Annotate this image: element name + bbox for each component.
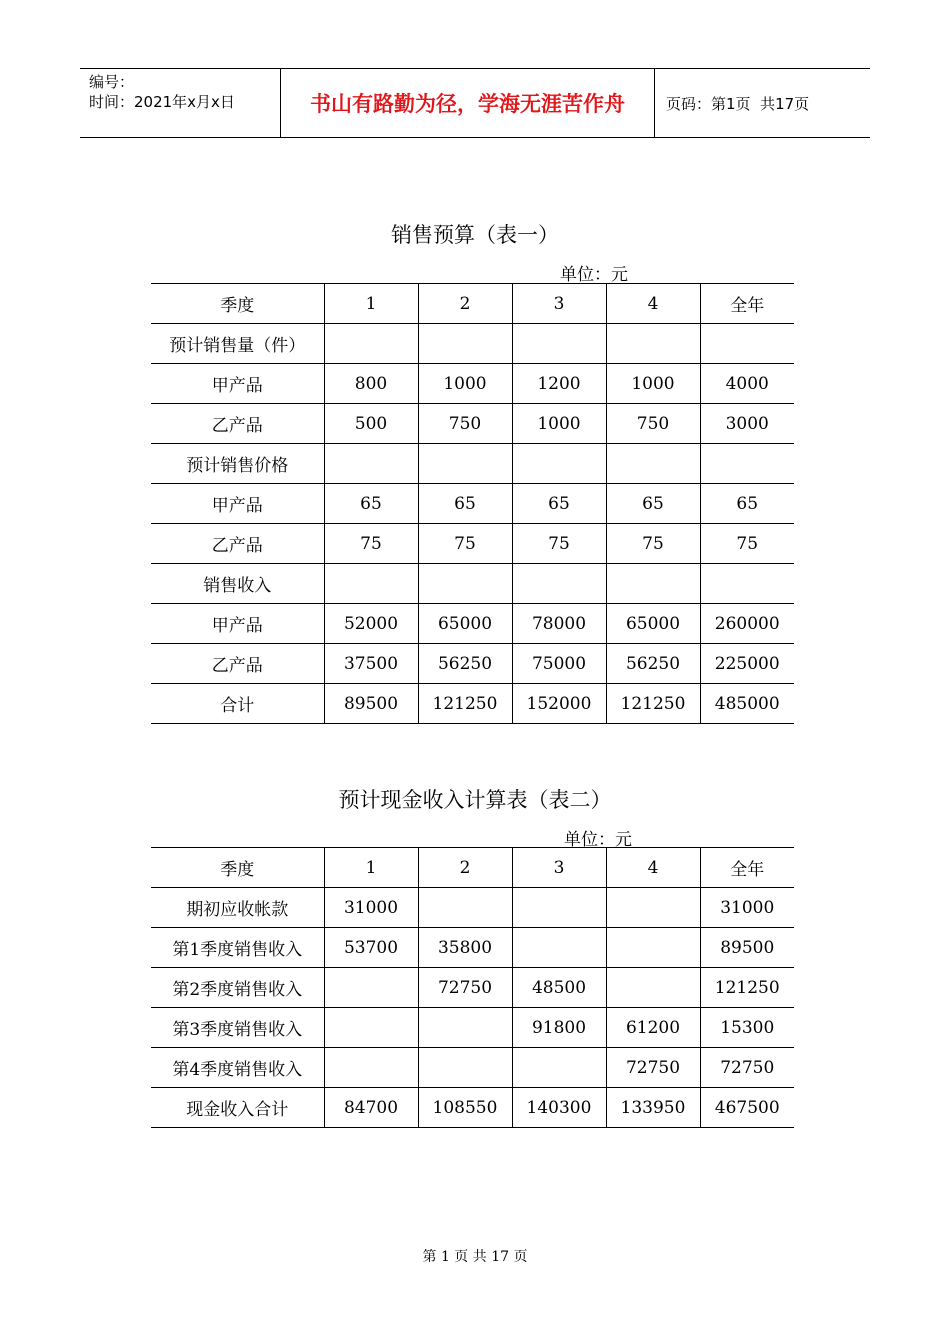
table-row (151, 1008, 794, 1048)
value-cell (700, 564, 794, 604)
value-cell: 37500 (324, 644, 418, 684)
table-row (151, 324, 794, 364)
header-cell: 全年 (700, 848, 794, 888)
value-cell (324, 564, 418, 604)
row-label-cell: 甲产品 (151, 364, 324, 404)
value-cell: 65 (700, 484, 794, 524)
value-cell: 121250 (700, 968, 794, 1008)
value-cell: 84700 (324, 1088, 418, 1128)
value-cell: 485000 (700, 684, 794, 724)
value-cell (324, 968, 418, 1008)
value-cell: 91800 (512, 1008, 606, 1048)
value-cell: 52000 (324, 604, 418, 644)
value-cell: 31000 (324, 888, 418, 928)
value-cell: 500 (324, 404, 418, 444)
value-cell: 75 (324, 524, 418, 564)
row-label-cell: 第2季度销售收入 (151, 968, 324, 1008)
value-cell: 260000 (700, 604, 794, 644)
value-cell (418, 564, 512, 604)
row-label-cell: 预计销售价格 (151, 444, 324, 484)
value-cell: 65 (606, 484, 700, 524)
value-cell: 1000 (606, 364, 700, 404)
value-cell (700, 444, 794, 484)
page-header (80, 68, 870, 138)
value-cell: 65 (324, 484, 418, 524)
value-cell: 225000 (700, 644, 794, 684)
header-meta (80, 69, 281, 137)
value-cell: 1000 (512, 404, 606, 444)
value-cell (418, 324, 512, 364)
time-label: 时间：2021年x月x日 (89, 93, 235, 111)
header-cell: 季度 (151, 284, 324, 324)
table1-unit: 单位：元 (560, 265, 628, 285)
header-cell: 全年 (700, 284, 794, 324)
value-cell: 75 (512, 524, 606, 564)
value-cell: 65000 (418, 604, 512, 644)
value-cell: 3000 (700, 404, 794, 444)
value-cell (324, 1048, 418, 1088)
number-label: 编号： (89, 73, 135, 91)
table-header-row (151, 284, 794, 324)
table-row (151, 888, 794, 928)
value-cell: 35800 (418, 928, 512, 968)
table-row (151, 928, 794, 968)
table-row (151, 364, 794, 404)
page-footer: 第 1 页 共 17 页 (422, 1249, 528, 1265)
header-motto: 书山有路勤为径，学海无涯苦作舟 (281, 69, 655, 137)
table-row (151, 684, 794, 724)
value-cell (606, 324, 700, 364)
table-row (151, 404, 794, 444)
value-cell: 56250 (606, 644, 700, 684)
cash-receipts-body (151, 848, 794, 1128)
value-cell: 31000 (700, 888, 794, 928)
value-cell (324, 444, 418, 484)
value-cell (418, 444, 512, 484)
table-row (151, 1088, 794, 1128)
sales-budget-table (151, 283, 794, 724)
row-label-cell: 甲产品 (151, 604, 324, 644)
value-cell (606, 928, 700, 968)
value-cell: 65000 (606, 604, 700, 644)
value-cell: 4000 (700, 364, 794, 404)
value-cell: 78000 (512, 604, 606, 644)
value-cell (512, 564, 606, 604)
header-cell: 2 (418, 848, 512, 888)
value-cell: 1000 (418, 364, 512, 404)
value-cell: 152000 (512, 684, 606, 724)
value-cell: 61200 (606, 1008, 700, 1048)
row-label-cell: 期初应收帐款 (151, 888, 324, 928)
value-cell (606, 564, 700, 604)
value-cell: 75 (418, 524, 512, 564)
value-cell: 108550 (418, 1088, 512, 1128)
header-cell: 1 (324, 284, 418, 324)
value-cell (606, 968, 700, 1008)
header-page-info (655, 69, 870, 137)
value-cell: 1200 (512, 364, 606, 404)
sales-budget-body (151, 284, 794, 724)
header-cell: 4 (606, 848, 700, 888)
value-cell: 89500 (700, 928, 794, 968)
value-cell: 72750 (418, 968, 512, 1008)
row-label-cell: 预计销售量（件） (151, 324, 324, 364)
table-row (151, 1048, 794, 1088)
table2-title: 预计现金收入计算表（表二） (338, 788, 612, 812)
row-label-cell: 第1季度销售收入 (151, 928, 324, 968)
table-row (151, 564, 794, 604)
value-cell: 65 (418, 484, 512, 524)
row-label-cell: 销售收入 (151, 564, 324, 604)
header-cell: 3 (512, 848, 606, 888)
row-label-cell: 现金收入合计 (151, 1088, 324, 1128)
value-cell: 750 (606, 404, 700, 444)
table-header-row (151, 848, 794, 888)
value-cell (324, 1008, 418, 1048)
table-row (151, 444, 794, 484)
header-cell: 3 (512, 284, 606, 324)
row-label-cell: 第3季度销售收入 (151, 1008, 324, 1048)
value-cell: 467500 (700, 1088, 794, 1128)
row-label-cell: 合计 (151, 684, 324, 724)
value-cell: 75000 (512, 644, 606, 684)
row-label-cell: 乙产品 (151, 644, 324, 684)
row-label-cell: 甲产品 (151, 484, 324, 524)
value-cell: 53700 (324, 928, 418, 968)
value-cell (418, 1008, 512, 1048)
value-cell (418, 888, 512, 928)
value-cell: 140300 (512, 1088, 606, 1128)
header-cell: 4 (606, 284, 700, 324)
value-cell: 121250 (418, 684, 512, 724)
table2-unit: 单位：元 (564, 830, 632, 850)
value-cell: 65 (512, 484, 606, 524)
header-cell: 季度 (151, 848, 324, 888)
header-cell: 2 (418, 284, 512, 324)
value-cell: 75 (606, 524, 700, 564)
value-cell (512, 928, 606, 968)
table-row (151, 644, 794, 684)
row-label-cell: 乙产品 (151, 404, 324, 444)
value-cell: 133950 (606, 1088, 700, 1128)
value-cell: 72750 (606, 1048, 700, 1088)
value-cell: 15300 (700, 1008, 794, 1048)
value-cell: 121250 (606, 684, 700, 724)
value-cell: 750 (418, 404, 512, 444)
value-cell: 75 (700, 524, 794, 564)
page-info-text: 页码：第1页 共17页 (666, 94, 810, 113)
value-cell: 72750 (700, 1048, 794, 1088)
value-cell (512, 444, 606, 484)
table1-title: 销售预算（表一） (391, 223, 559, 247)
header-cell: 1 (324, 848, 418, 888)
table-row (151, 524, 794, 564)
table-row (151, 604, 794, 644)
row-label-cell: 乙产品 (151, 524, 324, 564)
value-cell: 800 (324, 364, 418, 404)
value-cell (606, 888, 700, 928)
value-cell: 48500 (512, 968, 606, 1008)
row-label-cell: 第4季度销售收入 (151, 1048, 324, 1088)
value-cell (700, 324, 794, 364)
table-row (151, 968, 794, 1008)
value-cell (324, 324, 418, 364)
value-cell (606, 444, 700, 484)
cash-receipts-table (151, 847, 794, 1128)
value-cell (418, 1048, 512, 1088)
value-cell (512, 324, 606, 364)
value-cell: 89500 (324, 684, 418, 724)
value-cell (512, 888, 606, 928)
value-cell: 56250 (418, 644, 512, 684)
value-cell (512, 1048, 606, 1088)
table-row (151, 484, 794, 524)
